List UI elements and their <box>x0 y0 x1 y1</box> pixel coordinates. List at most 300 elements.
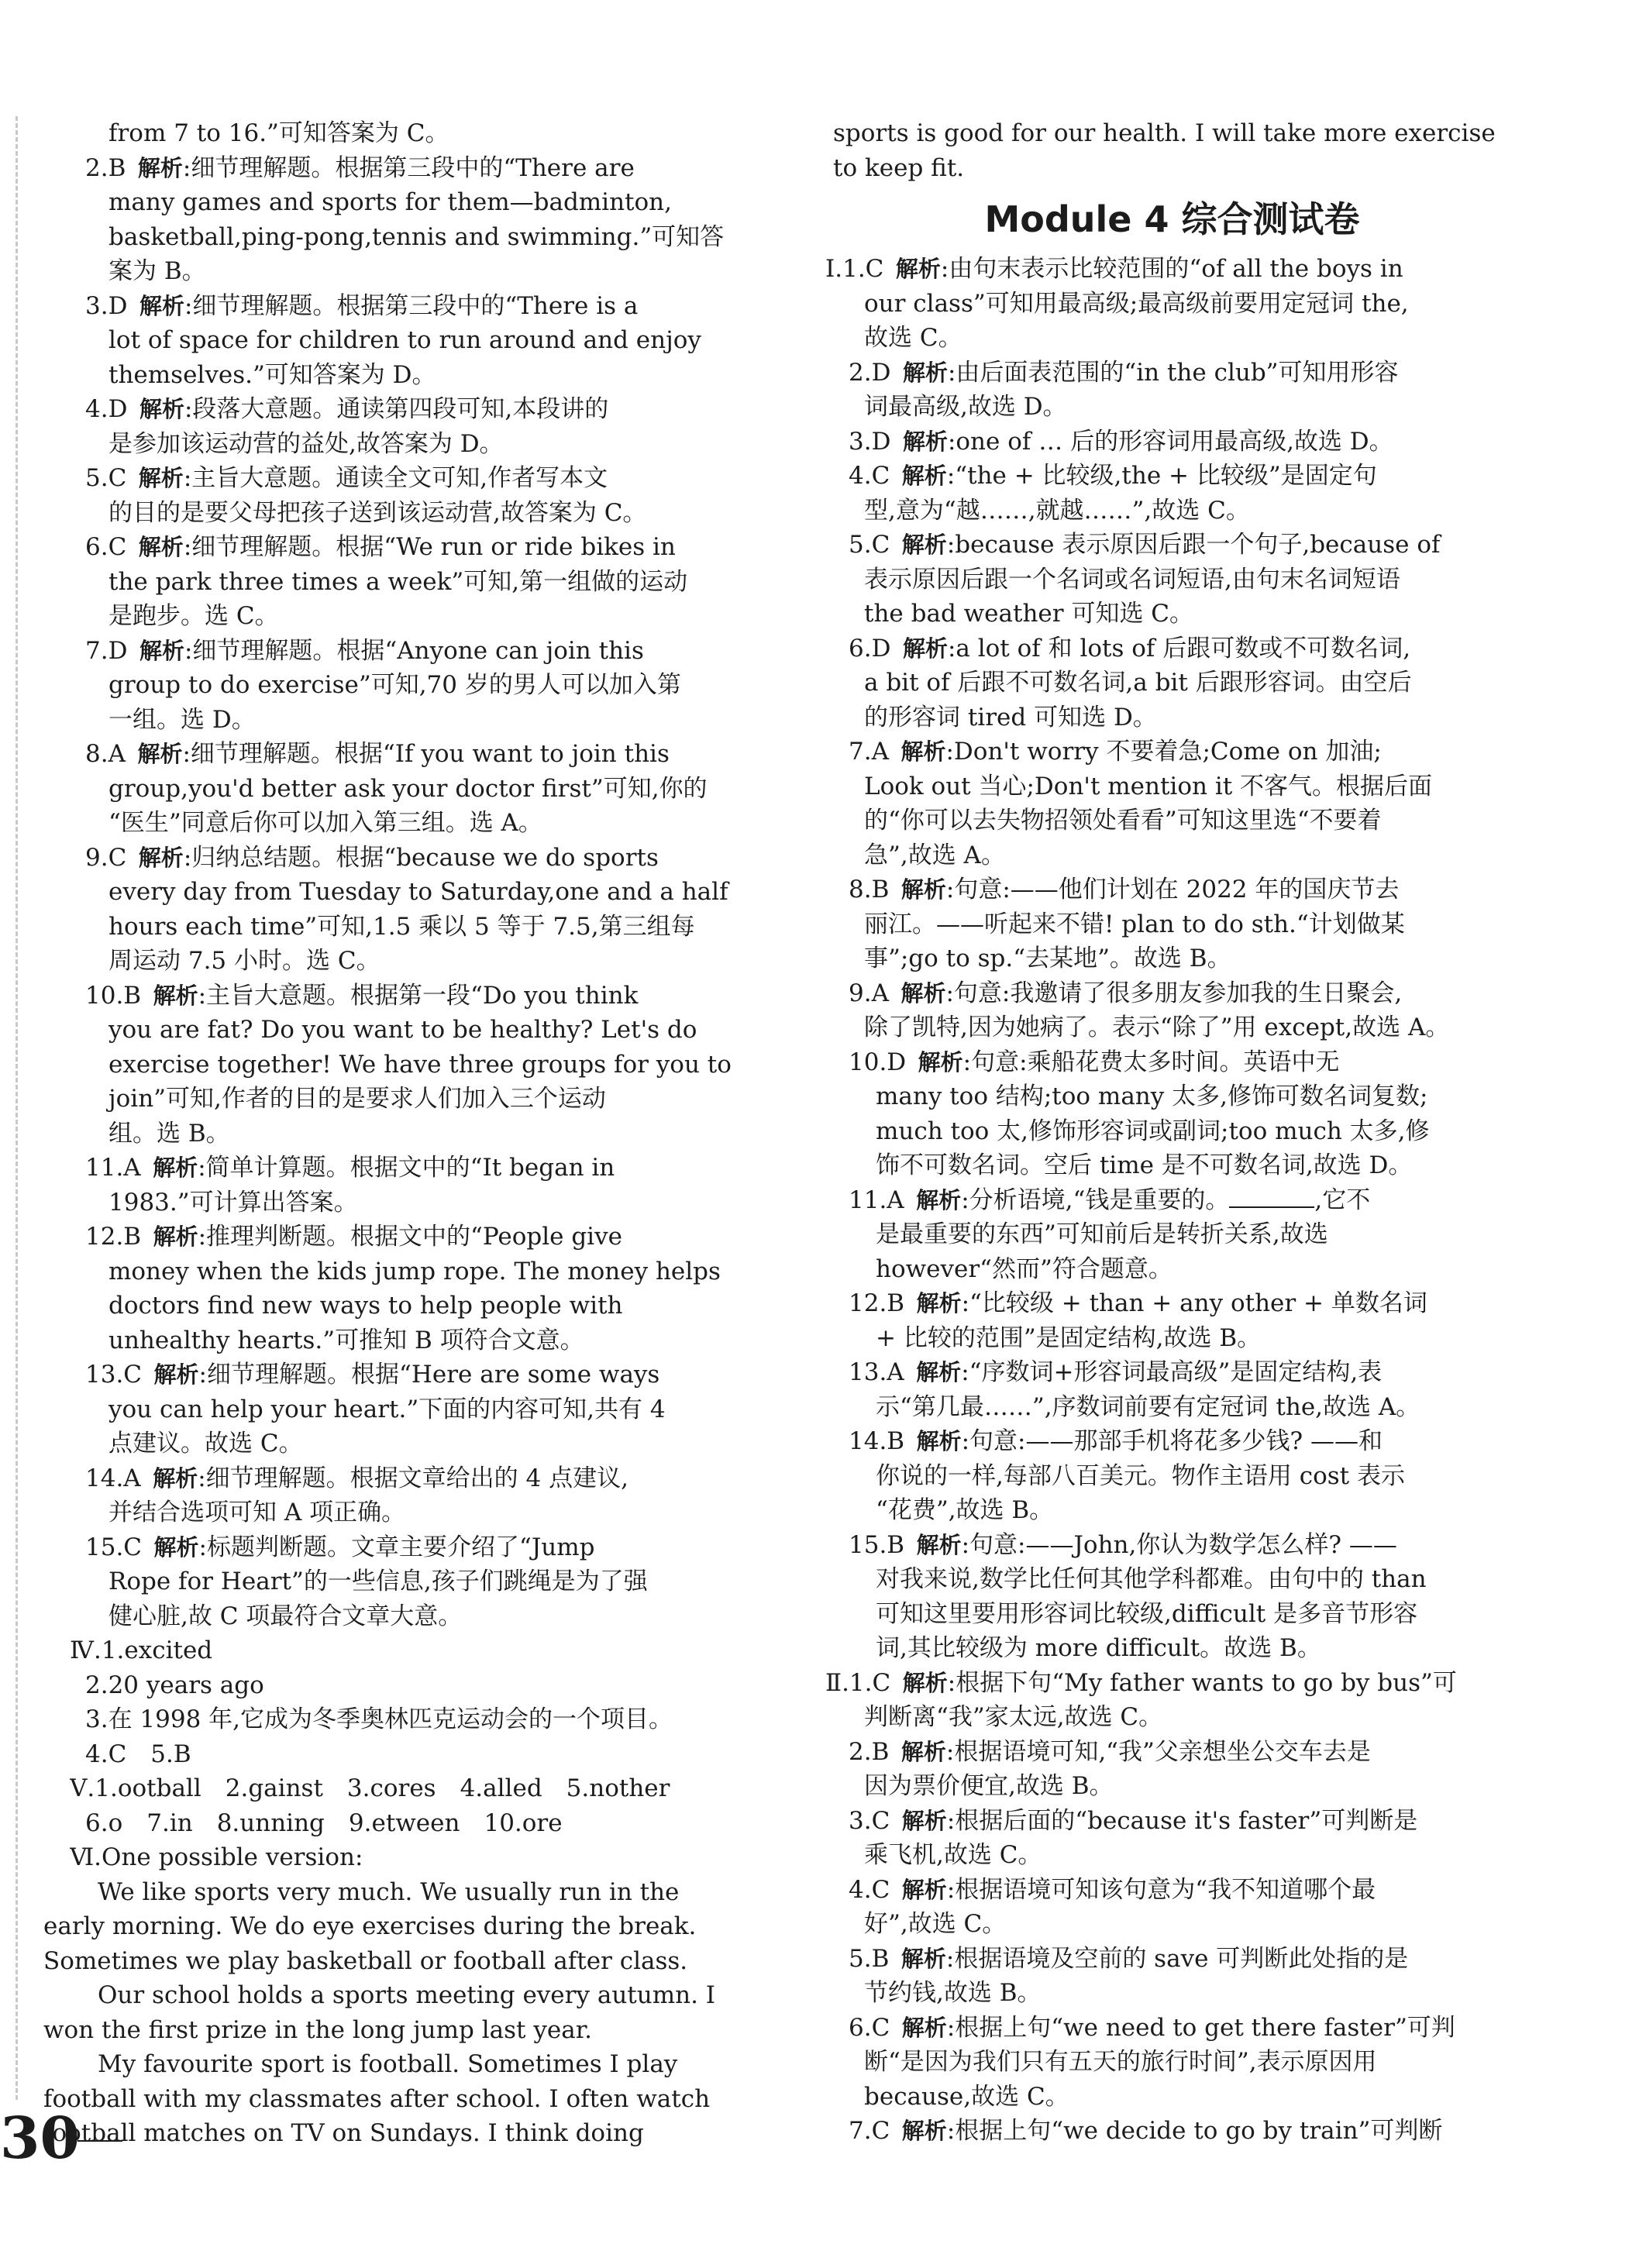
analysis-label: 解析 <box>137 154 183 181</box>
text-line <box>43 1944 752 1979</box>
question-number: 2.B <box>849 1737 890 1766</box>
line-text: 6.o 7.in 8.unning 9.etween 10.ore <box>85 1809 563 1837</box>
line-text: :归纳总结题。根据“because we do sports <box>183 843 659 872</box>
text-line <box>833 2045 1511 2080</box>
analysis-label: 解析 <box>138 534 184 560</box>
text-line <box>77 703 752 738</box>
line-text: 饰不可数名词。空后 time 是不可数名词,故选 D。 <box>876 1151 1413 1179</box>
text-line <box>833 1769 1511 1804</box>
question-number: 11.A <box>849 1186 904 1214</box>
text-line <box>77 1254 752 1289</box>
line-text: the bad weather 可知选 C。 <box>864 600 1194 628</box>
text-line <box>77 1151 752 1186</box>
text-line <box>77 427 752 462</box>
text-line <box>77 1323 752 1358</box>
line-text: 故选 C。 <box>864 324 962 352</box>
line-text: 事”;go to sp.“去某地”。故选 B。 <box>864 945 1231 972</box>
question-number: 3.D <box>85 291 128 320</box>
line-text: :句意:乘船花费太多时间。英语中无 <box>962 1048 1340 1076</box>
text-line <box>833 632 1511 666</box>
line-text: “花费”,故选 B。 <box>876 1496 1054 1524</box>
analysis-label: 解析 <box>916 1359 962 1385</box>
analysis-label: 解析 <box>139 396 184 422</box>
question-number: Ⅰ.1.C <box>825 255 884 283</box>
text-line <box>77 737 752 772</box>
line-text: :细节理解题。根据“Anyone can join this <box>184 636 644 665</box>
analysis-label: 解析 <box>138 844 184 871</box>
text-line <box>77 2047 752 2082</box>
analysis-label: 解析 <box>902 428 948 455</box>
text-line <box>833 459 1511 494</box>
text-line <box>833 1114 1511 1149</box>
analysis-label: 解析 <box>153 1155 198 1181</box>
question-number: 8.A <box>85 740 126 768</box>
line-text: :细节理解题。根据文章给出的 4 点建议, <box>198 1464 628 1492</box>
text-line <box>77 1082 752 1117</box>
text-line <box>77 220 752 255</box>
line-text: :句意:——John,你认为数学怎么样? —— <box>961 1530 1397 1559</box>
text-line <box>77 1427 752 1461</box>
text-line <box>77 1668 752 1703</box>
analysis-label: 解析 <box>900 876 946 903</box>
line-text: 急”,故选 A。 <box>864 841 1005 869</box>
question-number: 5.C <box>849 531 890 559</box>
text-line <box>833 1942 1511 1977</box>
line-text: :Don't worry 不要着急;Come on 加油; <box>945 738 1382 766</box>
text-line <box>833 1976 1511 2011</box>
line-text: :由后面表范围的“in the club”可知用形容 <box>947 358 1399 387</box>
text-line <box>77 1048 752 1082</box>
line-text: many games and sports for them—badminton, <box>108 188 673 216</box>
line-text: :a lot of 和 lots of 后跟可数或不可数名词, <box>947 634 1411 663</box>
analysis-label: 解析 <box>901 463 947 489</box>
line-text: :根据语境可知,“我”父亲想坐公交车去是 <box>945 1737 1371 1766</box>
question-number: 4.D <box>85 395 128 423</box>
text-line <box>77 1358 752 1392</box>
text-line <box>77 151 752 186</box>
text-line <box>77 1461 752 1496</box>
text-line <box>833 735 1511 769</box>
text-line <box>77 875 752 910</box>
line-text: Look out 当心;Don't mention it 不客气。根据后面 <box>864 772 1433 800</box>
line-text: group,you'd better ask your doctor first”可知,你的 <box>108 774 708 803</box>
text-line <box>77 496 752 531</box>
analysis-label: 解析 <box>153 982 198 1009</box>
line-text: :细节理解题。根据“Here are some ways <box>198 1361 660 1389</box>
line-text: 可知这里要用形容词比较级,difficult 是多音节形容 <box>876 1599 1418 1628</box>
text-line <box>77 806 752 841</box>
line-text: unhealthy hearts.”可推知 B 项符合文意。 <box>108 1326 584 1354</box>
line-text: :分析语境,“钱是重要的。 <box>961 1186 1230 1214</box>
line-text: won the first prize in the long jump last year. <box>43 2015 592 2044</box>
text-line <box>77 565 752 600</box>
question-number: 6.D <box>849 634 891 663</box>
text-line <box>77 358 752 393</box>
question-number: 13.C <box>85 1361 143 1389</box>
analysis-label: 解析 <box>916 1428 962 1454</box>
line-text: Our school holds a sports meeting every autumn. I <box>98 1981 716 2009</box>
question-number: 7.D <box>85 636 128 665</box>
line-text: much too 太,修饰形容词或副词;too much 太多,修 <box>876 1117 1430 1145</box>
text-line <box>77 1289 752 1323</box>
line-text: :标题判断题。文章主要介绍了“Jump <box>198 1533 595 1561</box>
line-text: to keep fit. <box>833 153 965 182</box>
text-line <box>833 1528 1511 1563</box>
analysis-label: 解析 <box>902 359 948 386</box>
text-line <box>77 254 752 289</box>
analysis-label: 解析 <box>901 2118 947 2144</box>
text-line <box>833 666 1511 700</box>
text-line <box>833 976 1511 1011</box>
text-line <box>77 1702 752 1737</box>
text-line <box>833 804 1511 838</box>
line-text: 并结合选项可知 A 项正确。 <box>108 1499 406 1526</box>
analysis-label: 解析 <box>900 738 946 765</box>
line-text: 判断离“我”家太远,故选 C。 <box>864 1703 1163 1731</box>
line-text: :主旨大意题。根据第一段“Do you think <box>198 981 639 1010</box>
page-number-rule <box>77 2140 122 2142</box>
text-line <box>77 910 752 945</box>
line-text: :句意:——那部手机将花多少钱? ——和 <box>961 1427 1383 1455</box>
analysis-label: 解析 <box>916 1531 962 1558</box>
text-line <box>77 116 752 151</box>
line-text: :简单计算题。根据文中的“It began in <box>198 1154 615 1182</box>
text-line <box>77 841 752 876</box>
line-text: 的目的是要父母把孩子送到该运动营,故答案为 C。 <box>108 498 647 527</box>
question-number: 10.B <box>85 981 142 1010</box>
text-line <box>43 2013 752 2048</box>
text-line <box>833 1459 1511 1494</box>
text-line <box>77 1737 752 1772</box>
analysis-label: 解析 <box>153 1533 199 1561</box>
line-text: lot of space for children to run around and enjoy <box>108 326 701 354</box>
question-number: 12.B <box>85 1223 142 1251</box>
text-line <box>833 1286 1511 1321</box>
analysis-label: 解析 <box>916 1290 962 1316</box>
line-text: from 7 to 16.”可知答案为 C。 <box>108 119 449 147</box>
line-text: :根据后面的“because it's faster”可判断是 <box>946 1806 1418 1835</box>
question-number: 6.C <box>85 533 127 561</box>
line-text: 的“你可以去失物招领处看看”可知这里选“不要着 <box>864 807 1382 835</box>
line-text: join”可知,作者的目的是要求人们加入三个运动 <box>108 1085 606 1113</box>
line-text: the park three times a week”可知,第一组做的运动 <box>108 567 688 596</box>
text-line <box>833 563 1511 597</box>
text-line <box>77 323 752 358</box>
text-line <box>833 425 1511 459</box>
line-text: :“序数词+形容词最高级”是固定结构,表 <box>961 1358 1383 1386</box>
text-line <box>833 356 1511 391</box>
text-line <box>833 1010 1511 1045</box>
analysis-label: 解析 <box>901 532 947 558</box>
text-line <box>833 941 1511 976</box>
line-text: 词最高级,故选 D。 <box>864 393 1067 421</box>
analysis-label: 解析 <box>138 465 184 491</box>
text-line <box>833 2011 1511 2046</box>
line-text: Ⅳ.1.excited <box>70 1636 213 1664</box>
text-line <box>77 1013 752 1048</box>
question-number: 3.D <box>849 427 891 456</box>
text-line <box>833 116 1511 151</box>
line-text: “医生”同意后你可以加入第三组。选 A。 <box>108 809 542 837</box>
line-text: however“然而”符合题意。 <box>876 1254 1173 1283</box>
line-text: football matches on TV on Sundays. I think doing <box>43 2119 644 2147</box>
text-line <box>77 599 752 634</box>
question-number: 14.A <box>85 1464 141 1492</box>
text-line <box>833 1424 1511 1459</box>
line-text: group to do exercise”可知,70 岁的男人可以加入第 <box>108 671 681 699</box>
line-text: exercise together! We have three groups for you to <box>108 1050 732 1079</box>
line-text: 是最重要的东西”可知前后是转折关系,故选 <box>876 1220 1328 1248</box>
question-number: 10.D <box>849 1048 907 1076</box>
question-number: 6.C <box>849 2013 890 2042</box>
right-column <box>825 116 1511 2149</box>
analysis-label: 解析 <box>901 2014 947 2041</box>
text-line <box>77 1186 752 1220</box>
analysis-label: 解析 <box>153 1361 199 1388</box>
text-line <box>77 461 752 496</box>
question-number: 7.C <box>849 2117 890 2145</box>
text-line <box>77 1875 752 1910</box>
text-line <box>833 1493 1511 1528</box>
line-text: :主旨大意题。通读全文可知,作者写本文 <box>183 464 608 492</box>
line-text: 4.C 5.B <box>85 1740 191 1768</box>
analysis-label: 解析 <box>901 1807 947 1834</box>
text-line <box>77 1117 752 1151</box>
text-line <box>833 494 1511 528</box>
question-number: 5.B <box>849 1944 890 1973</box>
text-line <box>825 1666 1511 1701</box>
analysis-label: 解析 <box>900 1738 946 1765</box>
text-line <box>833 1597 1511 1632</box>
text-line <box>77 392 752 427</box>
line-text: 3.在 1998 年,它成为冬季奥林匹克运动会的一个项目。 <box>85 1705 673 1733</box>
text-line <box>77 1564 752 1599</box>
line-text: 一组。选 D。 <box>108 705 256 734</box>
line-text: 组。选 B。 <box>108 1119 230 1148</box>
line-text: 是跑步。选 C。 <box>108 602 279 630</box>
text-line <box>77 530 752 565</box>
line-text: :细节理解题。根据“If you want to join this <box>182 740 670 768</box>
text-line <box>833 1045 1511 1080</box>
question-number: 4.C <box>849 1875 890 1904</box>
line-text: 对我来说,数学比任何其他学科都难。由句中的 than <box>876 1565 1427 1593</box>
text-line <box>77 1392 752 1427</box>
analysis-label: 解析 <box>900 1945 946 1972</box>
text-line <box>77 668 752 703</box>
line-text: sports is good for our health. I will take more exercise <box>833 119 1496 147</box>
analysis-label: 解析 <box>902 1669 948 1696</box>
text-line <box>833 1321 1511 1356</box>
question-number: 14.B <box>849 1427 905 1455</box>
line-text: every day from Tuesday to Saturday,one and a half <box>108 878 728 906</box>
text-line <box>43 1909 752 1944</box>
line-text: you can help your heart.”下面的内容可知,共有 4 <box>108 1395 666 1423</box>
question-number: 15.C <box>85 1533 143 1561</box>
analysis-label: 解析 <box>901 1876 947 1903</box>
text-line <box>77 634 752 669</box>
text-line <box>833 528 1511 563</box>
line-text: 节约钱,故选 B。 <box>864 1979 1042 2007</box>
line-text: 案为 B。 <box>108 257 206 285</box>
analysis-label: 解析 <box>918 1048 963 1075</box>
text-line <box>833 151 1511 186</box>
line-text-tail: ,它不 <box>1314 1186 1371 1214</box>
line-text: 断“是因为我们只有五天的旅行时间”,表示原因用 <box>864 2048 1377 2076</box>
text-line <box>833 390 1511 425</box>
text-line <box>833 1735 1511 1770</box>
line-text: :段落大意题。通读第四段可知,本段讲的 <box>184 395 609 423</box>
line-text: + 比较的范围”是固定结构,故选 B。 <box>876 1323 1262 1352</box>
question-number: 2.B <box>85 153 126 182</box>
text-line <box>43 2116 752 2151</box>
text-line <box>825 252 1511 287</box>
line-text: :由句末表示比较范围的“of all the boys in <box>940 255 1403 283</box>
question-number: 8.B <box>849 876 890 903</box>
text-line <box>833 1838 1511 1873</box>
text-line <box>77 1530 752 1565</box>
line-text: 的形容词 tired 可知选 D。 <box>864 703 1157 731</box>
line-text: 除了凯特,因为她病了。表示“除了”用 except,故选 A。 <box>864 1014 1450 1041</box>
text-line <box>833 321 1511 356</box>
line-text: My favourite sport is football. Sometimes I play <box>98 2050 678 2078</box>
line-text: :one of … 后的形容词用最高级,故选 D。 <box>947 427 1393 456</box>
analysis-label: 解析 <box>895 256 941 282</box>
question-number: 11.A <box>85 1154 141 1182</box>
line-text: doctors find new ways to help people with <box>108 1292 623 1320</box>
line-text: :根据语境可知该句意为“我不知道哪个最 <box>946 1875 1376 1904</box>
analysis-label: 解析 <box>139 292 184 319</box>
line-text: Ⅴ.1.ootball 2.gainst 3.cores 4.alled 5.nother <box>70 1774 670 1802</box>
line-text: our class”可知用最高级;最高级前要用定冠词 the, <box>864 289 1409 318</box>
question-number: 3.C <box>849 1806 890 1835</box>
text-line <box>77 185 752 220</box>
line-text: 是参加该运动营的益处,故答案为 D。 <box>108 429 504 458</box>
line-text: a bit of 后跟不可数名词,a bit 后跟形容词。由空后 <box>864 669 1412 697</box>
line-text: :细节理解题。根据第三段中的“There are <box>182 153 635 182</box>
text-line <box>833 907 1511 942</box>
line-text: Sometimes we play basketball or football after class. <box>43 1946 688 1975</box>
line-text: 乘飞机,故选 C。 <box>864 1841 1042 1869</box>
analysis-label: 解析 <box>137 741 183 767</box>
text-line <box>833 1873 1511 1908</box>
question-number: 13.A <box>849 1358 904 1386</box>
text-line <box>70 1771 752 1806</box>
text-line <box>70 1840 752 1875</box>
analysis-label: 解析 <box>916 1186 962 1213</box>
fill-blank <box>1229 1186 1314 1208</box>
text-line <box>77 944 752 979</box>
text-line <box>77 289 752 324</box>
left-column <box>43 116 752 2151</box>
line-text: you are fat? Do you want to be healthy? Let's do <box>108 1016 697 1044</box>
text-line <box>833 1355 1511 1390</box>
text-line <box>833 769 1511 804</box>
line-text: many too 结构;too many 太多,修饰可数名词复数; <box>876 1082 1428 1110</box>
binding-margin-line <box>15 116 18 2100</box>
text-line <box>833 838 1511 873</box>
line-text: hours each time”可知,1.5 乘以 5 等于 7.5,第三组每 <box>108 912 695 941</box>
text-line <box>833 1079 1511 1114</box>
line-text: :because 表示原因后跟一个句子,because of <box>946 531 1441 559</box>
question-number: 7.A <box>849 738 889 766</box>
line-text: 词,其比较级为 more difficult。故选 B。 <box>876 1634 1321 1662</box>
question-number: 5.C <box>85 464 127 492</box>
line-text: 健心脏,故 C 项最符合文章大意。 <box>108 1602 463 1630</box>
analysis-label: 解析 <box>153 1223 198 1250</box>
text-line <box>833 1252 1511 1287</box>
line-text: 表示原因后跟一个名词或名词短语,由句末名词短语 <box>864 565 1400 594</box>
line-text: money when the kids jump rope. The money helps <box>108 1257 721 1285</box>
line-text: 你说的一样,每部八百美元。物作主语用 cost 表示 <box>876 1461 1405 1490</box>
line-text: 示“第几最……”,序数词前要有定冠词 the,故选 A。 <box>876 1392 1420 1421</box>
line-text: 因为票价便宜,故选 B。 <box>864 1772 1114 1800</box>
line-text: :“比较级 + than + any other + 单数名词 <box>961 1289 1427 1317</box>
question-number: 15.B <box>849 1530 905 1559</box>
line-text: :根据上句“we need to get there faster”可判 <box>946 2013 1455 2042</box>
line-text: 点建议。故选 C。 <box>108 1430 303 1458</box>
line-text: :根据下句“My father wants to go by bus”可 <box>947 1668 1457 1697</box>
line-text: 好”,故选 C。 <box>864 1910 1007 1938</box>
question-number: 4.C <box>849 462 890 490</box>
text-line <box>43 2082 752 2117</box>
text-line <box>833 287 1511 322</box>
line-text: because,故选 C。 <box>864 2082 1069 2111</box>
text-line <box>833 700 1511 735</box>
text-line <box>833 597 1511 632</box>
analysis-label: 解析 <box>139 637 184 664</box>
question-number: Ⅱ.1.C <box>825 1668 891 1697</box>
text-line <box>77 1220 752 1254</box>
line-text: Rope for Heart”的一些信息,孩子们跳绳是为了强 <box>108 1568 648 1595</box>
module-answers <box>825 252 1511 2149</box>
text-line <box>833 1217 1511 1252</box>
text-line <box>833 1562 1511 1597</box>
text-line <box>77 1978 752 2013</box>
line-text: 型,意为“越……,就越……”,故选 C。 <box>864 496 1250 525</box>
text-line <box>833 1183 1511 1218</box>
line-text: :“the + 比较级,the + 比较级”是固定句 <box>946 462 1377 490</box>
text-line <box>833 1700 1511 1735</box>
line-text: 1983.”可计算出答案。 <box>108 1188 358 1217</box>
question-number: 9.C <box>85 843 127 872</box>
text-line <box>77 1599 752 1634</box>
text-line <box>833 1631 1511 1666</box>
text-line <box>833 1907 1511 1942</box>
text-line <box>77 979 752 1014</box>
line-text: basketball,ping-pong,tennis and swimming.”可知答 <box>108 222 725 251</box>
line-text: :根据上句“we decide to go by train”可判断 <box>946 2117 1443 2145</box>
question-number: 2.D <box>849 358 891 387</box>
line-text: :细节理解题。根据“We run or ride bikes in <box>183 533 676 561</box>
text-line <box>833 2080 1511 2115</box>
question-number: 12.B <box>849 1289 905 1317</box>
text-line <box>77 772 752 807</box>
line-text: :句意:——他们计划在 2022 年的国庆节去 <box>945 876 1400 903</box>
text-line <box>77 1806 752 1841</box>
line-text: Ⅵ.One possible version: <box>70 1843 363 1871</box>
module-title: Module 4 综合测试卷 <box>984 198 1360 240</box>
line-text: :根据语境及空前的 save 可判断此处指的是 <box>945 1944 1409 1973</box>
line-text: 周运动 7.5 小时。选 C。 <box>108 947 381 975</box>
text-line <box>70 1633 752 1668</box>
line-text: :细节理解题。根据第三段中的“There is a <box>184 291 639 320</box>
analysis-label: 解析 <box>902 635 948 662</box>
line-text: early morning. We do eye exercises during the break. <box>43 1912 697 1940</box>
line-text: :句意:我邀请了很多朋友参加我的生日聚会, <box>945 979 1403 1007</box>
line-text: themselves.”可知答案为 D。 <box>108 360 436 389</box>
text-line <box>833 872 1511 907</box>
analysis-label: 解析 <box>153 1464 198 1492</box>
